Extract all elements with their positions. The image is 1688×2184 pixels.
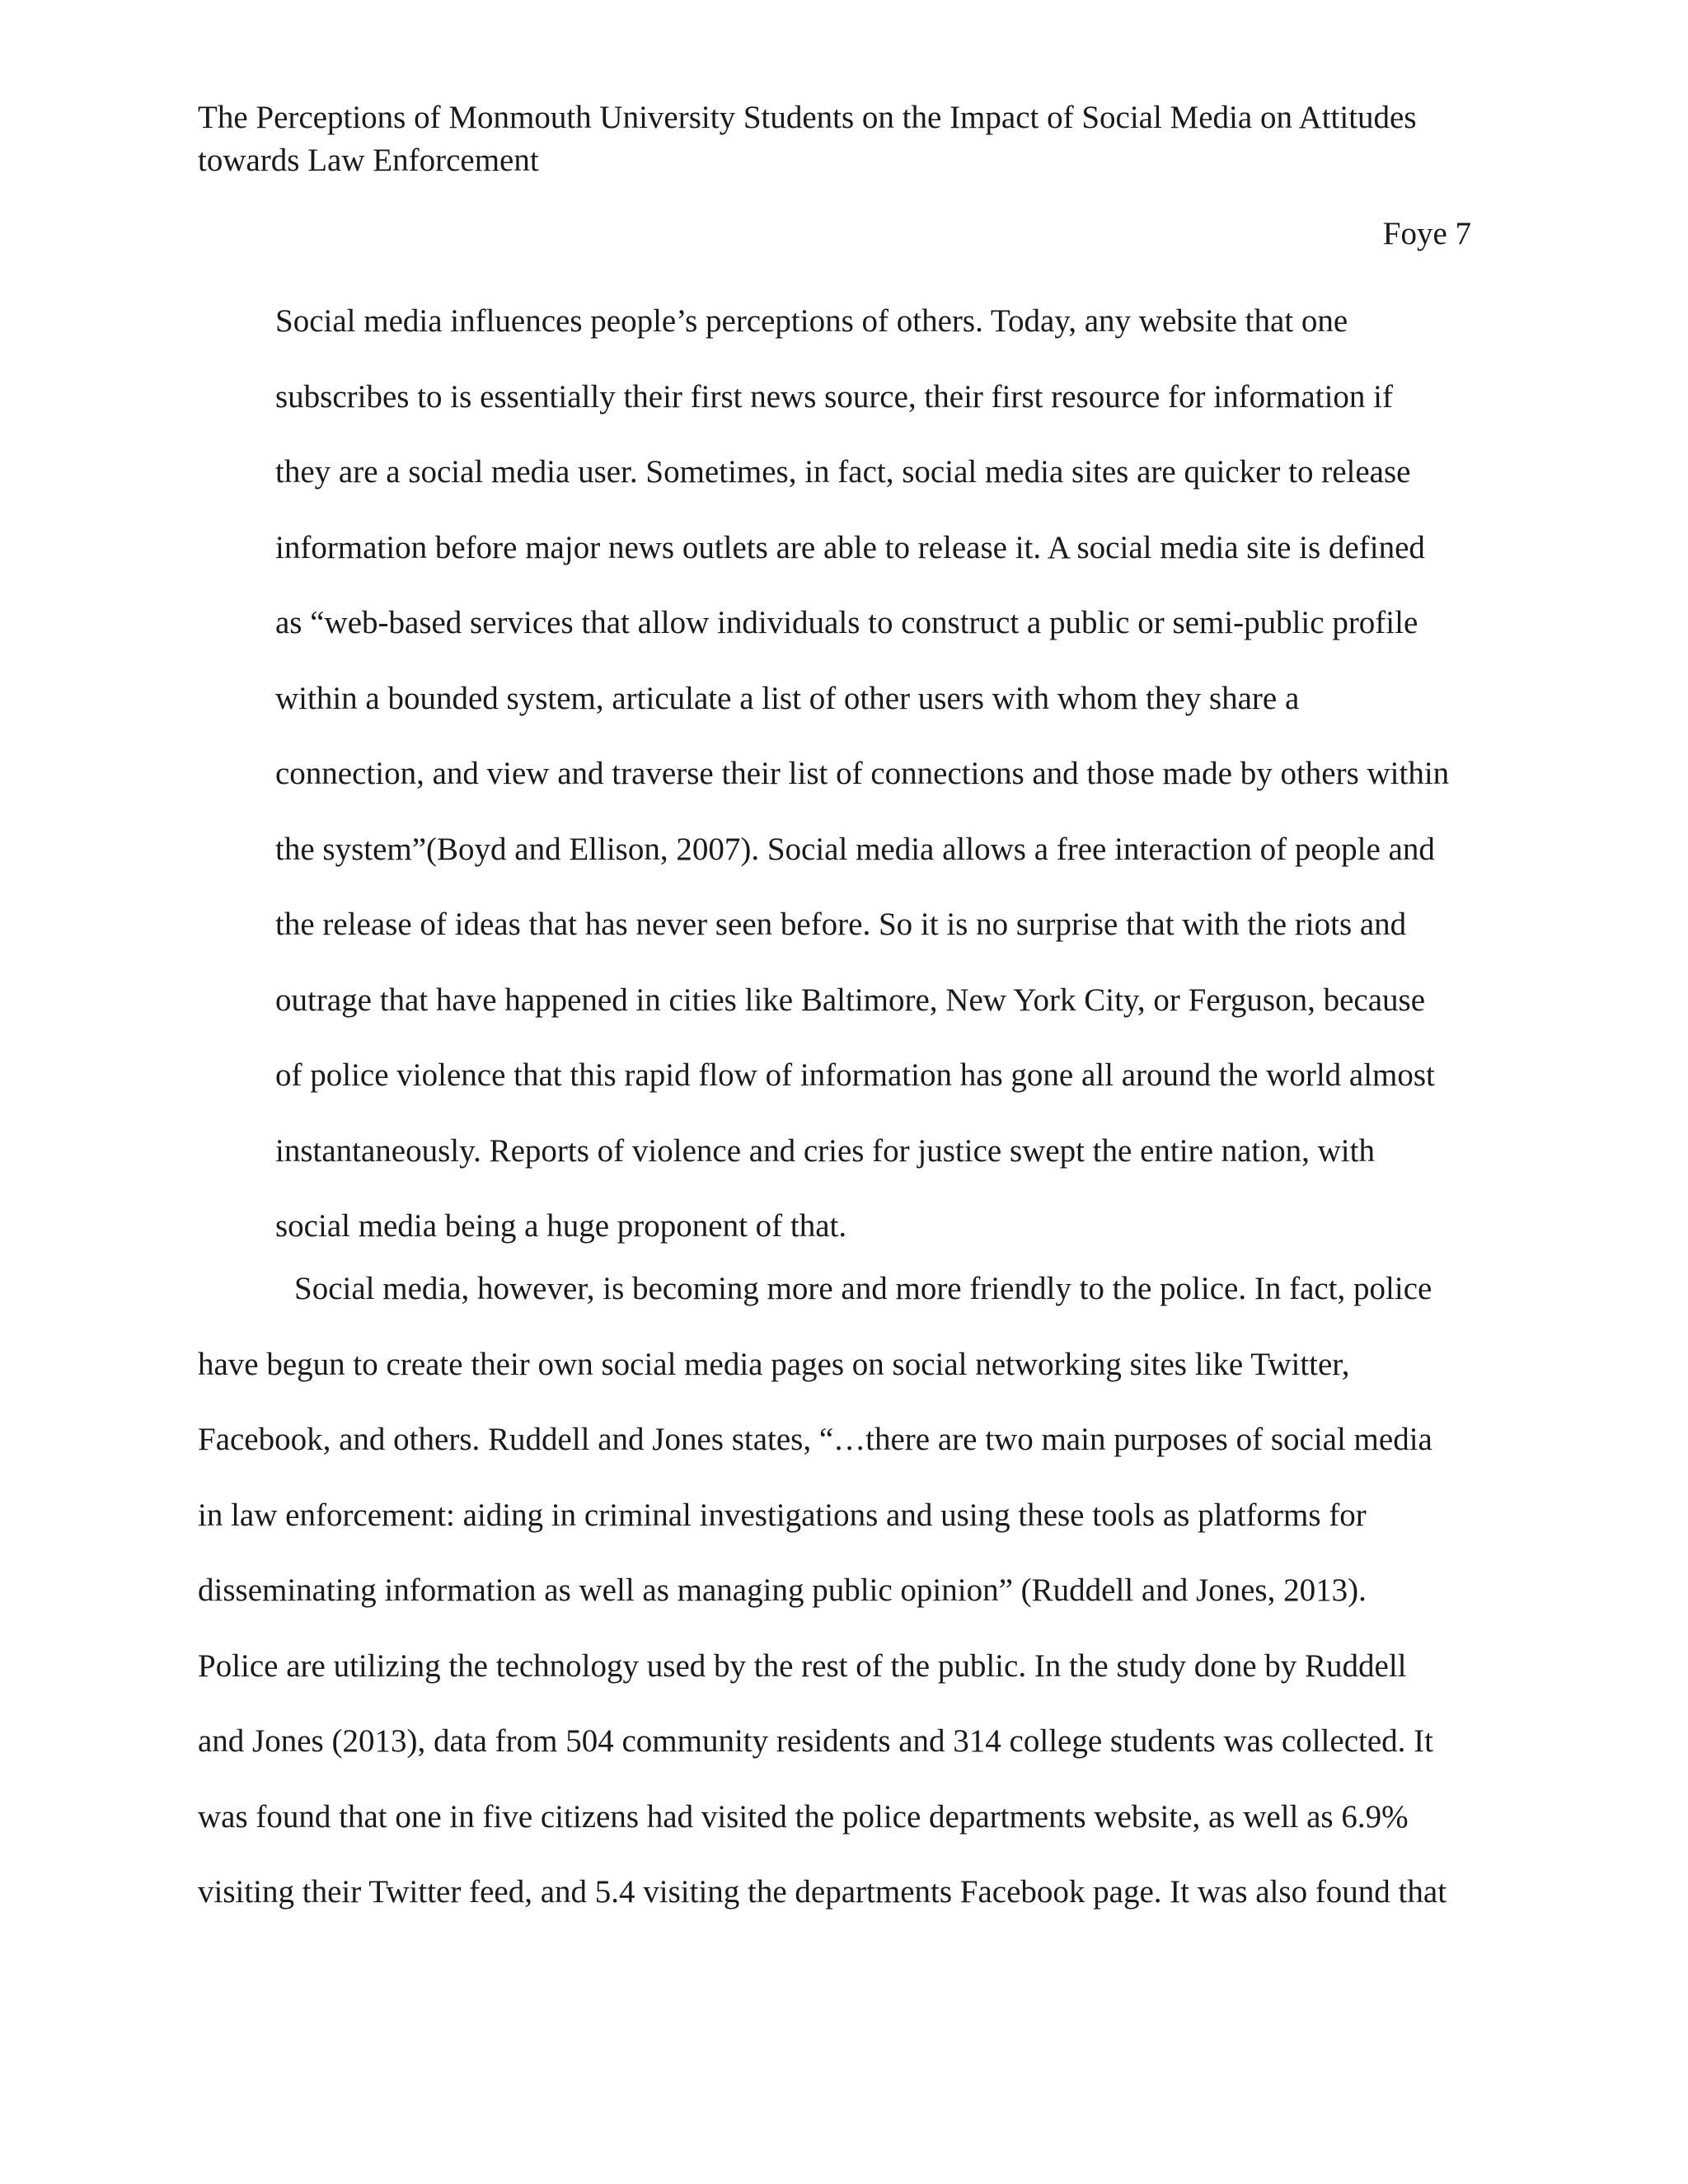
text-line: in law enforcement: aiding in criminal investigations and using these tools as platforms for <box>198 1497 1367 1533</box>
text-line: Facebook, and others. Ruddell and Jones states, “…there are two main purposes of social media <box>198 1422 1432 1457</box>
running-head <box>198 96 1484 182</box>
text-line: social media being a huge proponent of that. <box>275 1208 847 1244</box>
text-line: they are a social media user. Sometimes, in fact, social media sites are quicker to release <box>275 454 1411 490</box>
text-line: the system”(Boyd and Ellison, 2007). Social media allows a free interaction of people and <box>275 831 1435 867</box>
text-line: disseminating information as well as managing public opinion” (Ruddell and Jones, 2013). <box>198 1572 1367 1608</box>
running-head-line: The Perceptions of Monmouth University Students on the Impact of Social Media on Attitudes <box>198 100 1417 135</box>
running-head-line: towards Law Enforcement <box>198 143 539 178</box>
text-line: have begun to create their own social media pages on social networking sites like Twitter, <box>198 1346 1350 1382</box>
text-line: was found that one in five citizens had visited the police departments website, as well as 6.9% <box>198 1798 1409 1835</box>
text-line: Social media influences people’s perceptions of others. Today, any website that one <box>275 303 1348 339</box>
text-line: information before major news outlets are able to release it. A social media site is defined <box>275 529 1425 565</box>
text-line: and Jones (2013), data from 504 community residents and 314 college students was collected. It <box>198 1723 1433 1759</box>
text-line: the release of ideas that has never seen before. So it is no surprise that with the riots and <box>275 907 1407 942</box>
page-number: Foye 7 <box>1382 216 1471 251</box>
text-line: visiting their Twitter feed, and 5.4 visiting the departments Facebook page. It was also found that <box>198 1874 1447 1910</box>
text-line: outrage that have happened in cities like Baltimore, New York City, or Ferguson, because <box>275 982 1426 1018</box>
text-line: Social media, however, is becoming more and more friendly to the police. In fact, police <box>294 1271 1432 1306</box>
text-line: connection, and view and traverse their list of connections and those made by others within <box>275 756 1450 791</box>
body-paragraph <box>198 1251 1484 1930</box>
text-line: Police are utilizing the technology used by the rest of the public. In the study done by Ruddell <box>198 1647 1407 1684</box>
text-line: of police violence that this rapid flow of information has gone all around the world almost <box>275 1057 1435 1093</box>
block-quote-paragraph <box>275 284 1512 1264</box>
text-line: as “web-based services that allow individuals to construct a public or semi-public profile <box>275 605 1418 640</box>
text-line: within a bounded system, articulate a list of other users with whom they share a <box>275 680 1300 716</box>
text-line: instantaneously. Reports of violence and cries for justice swept the entire nation, with <box>275 1132 1375 1169</box>
text-line: subscribes to is essentially their first news source, their first resource for information if <box>275 378 1393 415</box>
